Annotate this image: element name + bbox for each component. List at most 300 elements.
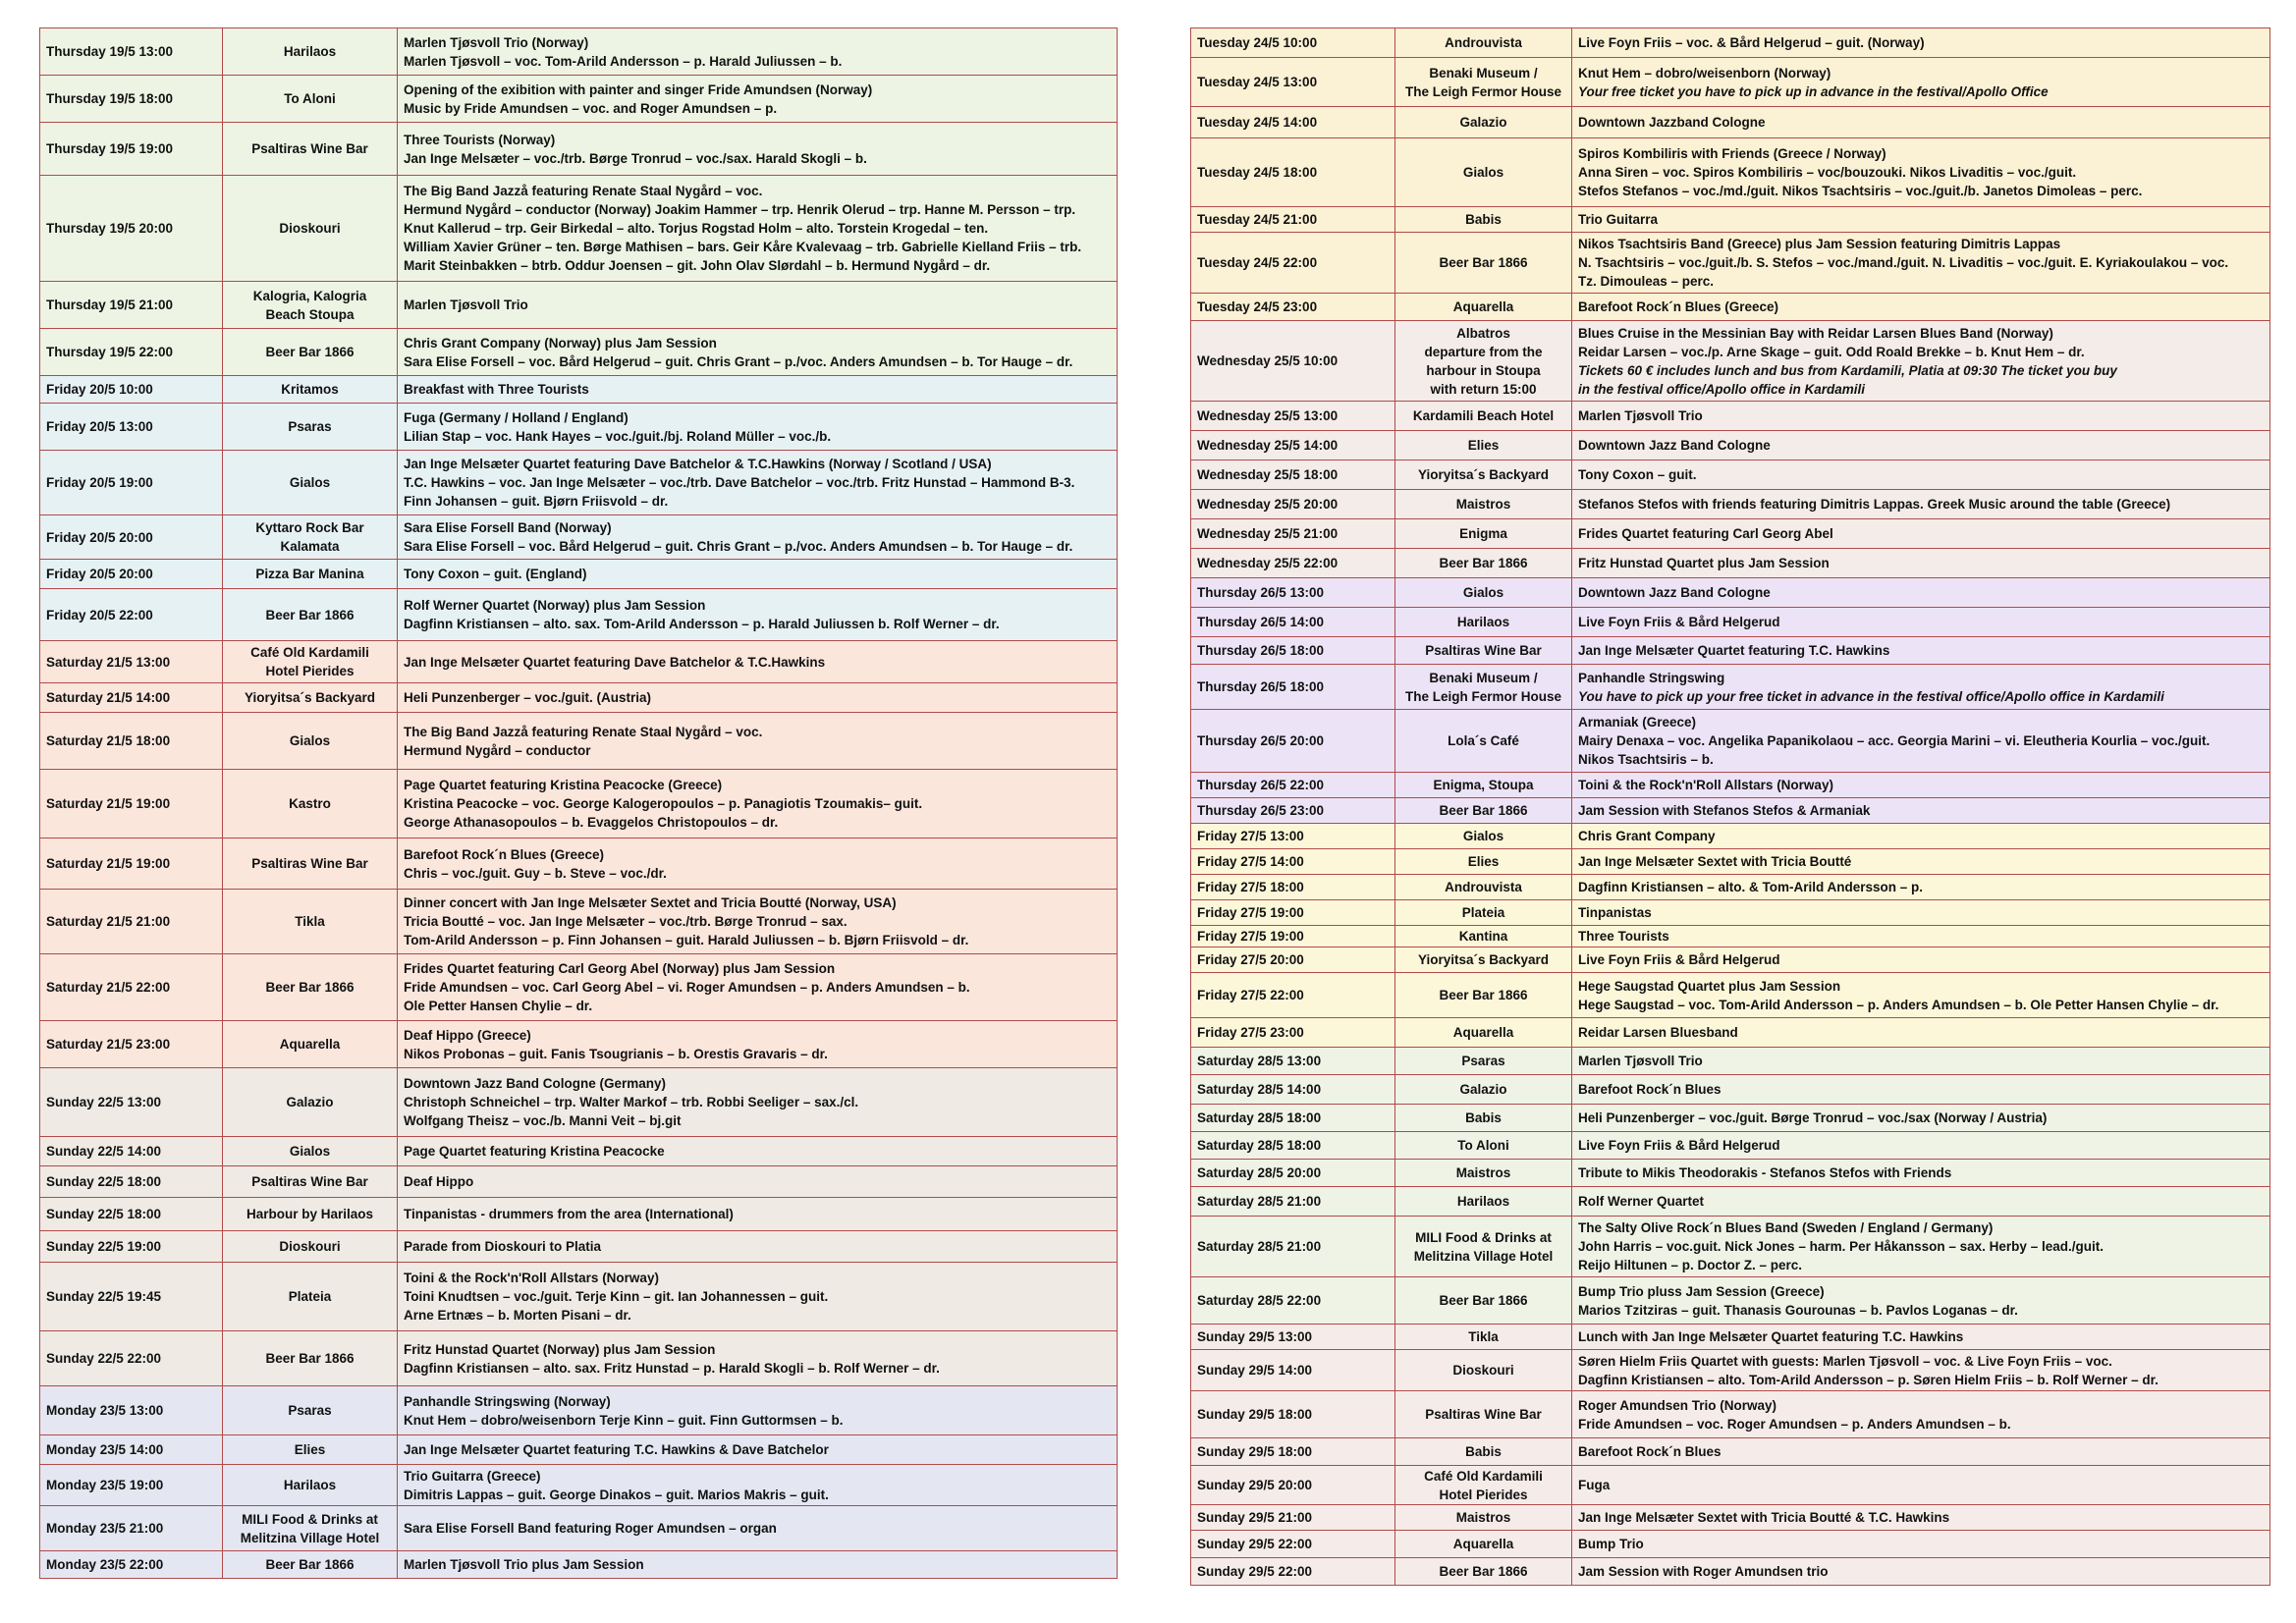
event-venue [223,1231,398,1263]
event-venue [1395,849,1572,875]
event-venue [223,329,398,376]
event-venue [1395,1048,1572,1075]
performer-line: Hege Saugstad Quartet plus Jam Session [1578,978,1841,994]
event-venue [1395,973,1572,1018]
performer-line: Fritz Hunstad Quartet plus Jam Session [1578,556,1830,570]
event-row [1191,490,2270,519]
performer-line: Three Tourists (Norway) [404,132,556,147]
performer-line: Trio Guitarra [1578,212,1659,227]
venue-line: Lola´s Café [1448,733,1519,748]
event-performers [1572,1187,2270,1217]
venue-line: Harilaos [283,1478,337,1492]
event-datetime: Thursday 26/5 22:00 [1191,773,1395,798]
event-row [1191,1018,2270,1048]
performer-line: The Salty Olive Rock´n Blues Band (Sweden / England / Germany) [1578,1220,1994,1235]
event-venue [223,1137,398,1166]
event-performers [398,28,1118,76]
event-row [40,560,1118,589]
event-performers [1572,824,2270,849]
event-venue [223,1506,398,1551]
event-venue [1395,1132,1572,1160]
event-row [1191,973,2270,1018]
performer-line: Tony Coxon – guit. [1578,467,1697,482]
event-performers [1572,107,2270,138]
event-performers [398,770,1118,839]
venue-line: Elies [1467,854,1500,869]
event-venue [1395,665,1572,710]
performer-line: Fritz Hunstad Quartet (Norway) plus Jam Session [404,1341,716,1357]
event-datetime: Friday 27/5 13:00 [1191,824,1395,849]
event-performers [1572,1048,2270,1075]
event-datetime: Tuesday 24/5 13:00 [1191,58,1395,107]
event-row [1191,207,2270,233]
event-row [1191,233,2270,294]
event-datetime: Tuesday 24/5 18:00 [1191,138,1395,207]
venue-line: Elies [1467,438,1500,453]
event-venue [1395,947,1572,973]
venue-line: Maistros [1455,1510,1511,1525]
performer-line: Bump Trio [1578,1537,1644,1551]
performer-line: Barefoot Rock´n Blues [1578,1444,1722,1459]
performer-line: Jan Inge Melsæter Sextet with Tricia Boutté & T.C. Hawkins [1578,1510,1950,1525]
event-row [1191,773,2270,798]
venue-line: Yioryitsa´s Backyard [244,690,376,705]
event-row [1191,1075,2270,1105]
venue-line: Kalamata [280,539,340,554]
venue-line: Dioskouri [279,1239,341,1254]
event-performers [1572,58,2270,107]
performer-line: Hermund Nygård – conductor (Norway) Joakim Hammer – trp. Henrik Olerud – trp. Hanne M. Persson – trp. [404,202,1076,217]
event-datetime: Saturday 21/5 19:00 [40,770,223,839]
event-performers [1572,578,2270,608]
performer-line: Bump Trio pluss Jam Session (Greece) [1578,1283,1825,1299]
event-performers [1572,875,2270,900]
event-datetime: Wednesday 25/5 20:00 [1191,490,1395,519]
event-datetime: Sunday 29/5 14:00 [1191,1350,1395,1391]
venue-line: Babis [1465,1444,1502,1459]
event-performers [398,839,1118,890]
event-row [1191,824,2270,849]
event-datetime: Wednesday 25/5 13:00 [1191,402,1395,431]
event-row [1191,926,2270,947]
event-venue [1395,549,1572,578]
performer-line: Barefoot Rock´n Blues [1578,1082,1722,1097]
event-datetime: Friday 27/5 20:00 [1191,947,1395,973]
venue-line: Psaltiras Wine Bar [251,141,368,156]
event-performers [398,329,1118,376]
event-performers [398,641,1118,683]
event-venue [1395,1350,1572,1391]
event-performers [1572,798,2270,824]
event-performers [1572,1325,2270,1350]
event-row [1191,431,2270,460]
event-venue [1395,824,1572,849]
venue-line: To Aloni [1457,1138,1509,1153]
performer-line: Knut Hem – dobro/weisenborn Terje Kinn – guit. Finn Guttormsen – b. [404,1412,844,1428]
event-performers [1572,900,2270,926]
event-performers [1572,1132,2270,1160]
event-row [1191,875,2270,900]
venue-line: Kalogria, Kalogria [252,288,367,303]
event-row [1191,294,2270,321]
ticket-note: Tickets 60 € includes lunch and bus from Kardamili, Platia at 09:30 The ticket you buy [1578,362,2117,378]
event-datetime: Monday 23/5 19:00 [40,1465,223,1506]
event-datetime: Friday 20/5 20:00 [40,560,223,589]
event-datetime: Saturday 21/5 19:00 [40,839,223,890]
event-datetime: Saturday 28/5 18:00 [1191,1105,1395,1132]
event-row [40,954,1118,1021]
event-venue [1395,1277,1572,1325]
event-venue [223,282,398,329]
venue-line: Hotel Pierides [1439,1487,1528,1502]
event-venue [223,1198,398,1231]
venue-line: Maistros [1455,1165,1511,1180]
venue-line: The Leigh Fermor House [1404,688,1562,704]
event-performers [398,683,1118,713]
venue-line: Tikla [295,914,325,929]
venue-line: Plateia [1461,905,1505,920]
event-row [1191,710,2270,773]
event-row [40,1386,1118,1435]
event-datetime: Saturday 28/5 21:00 [1191,1217,1395,1277]
event-datetime: Friday 27/5 19:00 [1191,926,1395,947]
event-performers [1572,431,2270,460]
performer-line: Music by Fride Amundsen – voc. and Roger Amundsen – p. [404,100,778,116]
event-row [1191,1531,2270,1558]
event-performers [398,1068,1118,1137]
venue-line: Androuvista [1445,880,1522,894]
venue-line: To Aloni [284,91,336,106]
event-performers [398,1231,1118,1263]
event-datetime: Tuesday 24/5 10:00 [1191,28,1395,58]
event-venue [1395,207,1572,233]
event-row [1191,107,2270,138]
venue-line: Harilaos [283,44,337,59]
venue-line: Kritamos [281,382,339,397]
ticket-note: You have to pick up your free ticket in advance in the festival office/Apollo office in Kardamili [1578,688,2164,704]
event-performers [1572,1466,2270,1505]
event-venue [1395,138,1572,207]
performer-line: Roger Amundsen Trio (Norway) [1578,1397,1777,1413]
event-row [1191,1350,2270,1391]
performer-line: Heli Punzenberger – voc./guit. Børge Tronrud – voc./sax (Norway / Austria) [1578,1110,2048,1125]
event-venue [223,451,398,515]
event-venue [223,1465,398,1506]
event-venue [1395,926,1572,947]
event-row [1191,1438,2270,1466]
performer-line: Nikos Tsachtsiris – b. [1578,752,1714,767]
event-datetime: Sunday 29/5 22:00 [1191,1558,1395,1586]
event-datetime: Sunday 22/5 22:00 [40,1331,223,1386]
performer-line: Tinpanistas [1578,905,1652,920]
performer-line: Blues Cruise in the Messinian Bay with Reidar Larsen Blues Band (Norway) [1578,325,2053,341]
event-venue [1395,321,1572,402]
event-performers [398,376,1118,404]
performer-line: Tinpanistas - drummers from the area (International) [404,1207,734,1221]
event-datetime: Sunday 29/5 22:00 [1191,1531,1395,1558]
event-datetime: Sunday 22/5 18:00 [40,1198,223,1231]
venue-line: Aquarella [1452,1537,1514,1551]
event-venue [223,28,398,76]
event-datetime: Wednesday 25/5 22:00 [1191,549,1395,578]
performer-line: Reijo Hiltunen – p. Doctor Z. – perc. [1578,1258,1803,1272]
event-venue [223,404,398,451]
event-datetime: Saturday 21/5 21:00 [40,890,223,954]
performer-line: Downtown Jazz Band Cologne (Germany) [404,1076,667,1091]
venue-line: Melitzina Village Hotel [240,1530,380,1545]
performer-line: Sara Elise Forsell Band (Norway) [404,520,612,535]
performer-line: Chris – voc./guit. Guy – b. Steve – voc./dr. [404,865,667,881]
venue-line: departure from the [1424,344,1543,359]
event-row [40,1331,1118,1386]
performer-line: Dagfinn Kristiansen – alto. sax. Tom-Arild Andersson – p. Harald Juliussen b. Rolf Werner – dr. [404,617,1000,631]
event-venue [1395,773,1572,798]
performer-line: Toini & the Rock'n'Roll Allstars (Norway) [404,1271,659,1285]
performer-line: Stefos Stefanos – voc./md./guit. Nikos Tsachtsiris – voc./guit./b. Janetos Dimoleas – perc. [1578,184,2143,198]
venue-line: Maistros [1455,497,1511,512]
event-datetime: Wednesday 25/5 21:00 [1191,519,1395,549]
event-datetime: Tuesday 24/5 22:00 [1191,233,1395,294]
venue-line: Elies [294,1442,326,1457]
venue-line: MILI Food & Drinks at [1415,1229,1552,1245]
event-row [40,890,1118,954]
event-venue [223,589,398,641]
schedule-table-left [39,27,1118,1579]
event-row [1191,900,2270,926]
venue-line: Dioskouri [1452,1363,1514,1378]
performer-line: Sara Elise Forsell Band featuring Roger Amundsen – organ [404,1521,777,1536]
venue-line: Kantina [1458,929,1508,944]
event-venue [223,713,398,770]
ticket-note: Your free ticket you have to pick up in advance in the festival/Apollo Office [1578,83,2049,99]
performer-line: Frides Quartet featuring Carl Georg Abel (Norway) plus Jam Session [404,961,836,976]
performer-line: Fride Amundsen – voc. Roger Amundsen – p. Anders Amundsen – b. [1578,1416,2011,1432]
performer-line: Anna Siren – voc. Spiros Kombiliris – voc/bouzouki. Nikos Livaditis – voc./guit. [1578,165,2077,180]
performer-line: Christoph Schneichel – trp. Walter Markof – trb. Robbi Seeliger – sax./cl. [404,1095,859,1109]
performer-line: Downtown Jazz Band Cologne [1578,438,1771,453]
performer-line: Finn Johansen – guit. Bjørn Friisvold – dr. [404,494,669,509]
event-venue [1395,1438,1572,1466]
event-performers [1572,1505,2270,1531]
event-performers [398,515,1118,560]
event-datetime: Saturday 21/5 13:00 [40,641,223,683]
event-performers [1572,608,2270,637]
event-performers [1572,294,2270,321]
event-venue [223,954,398,1021]
performer-line: Three Tourists [1578,929,1669,944]
event-venue [223,1386,398,1435]
event-datetime: Friday 20/5 19:00 [40,451,223,515]
event-row [1191,1187,2270,1217]
performer-line: Jan Inge Melsæter Quartet featuring Dave Batchelor & T.C.Hawkins [404,654,826,670]
event-row [40,1198,1118,1231]
event-datetime: Thursday 19/5 19:00 [40,123,223,176]
event-row [1191,665,2270,710]
venue-line: Beer Bar 1866 [265,607,355,622]
event-venue [1395,490,1572,519]
event-venue [223,839,398,890]
performer-line: The Big Band Jazzå featuring Renate Staal Nygård – voc. [404,184,763,198]
event-datetime: Saturday 21/5 22:00 [40,954,223,1021]
venue-line: Beer Bar 1866 [1439,988,1528,1002]
event-row [1191,402,2270,431]
venue-line: Hotel Pierides [265,664,355,678]
event-venue [1395,233,1572,294]
event-venue [1395,1217,1572,1277]
event-row [1191,578,2270,608]
event-row [40,1166,1118,1198]
event-performers [398,451,1118,515]
event-row [40,589,1118,641]
event-performers [1572,773,2270,798]
event-venue [223,683,398,713]
performer-line: T.C. Hawkins – voc. Jan Inge Melsæter – voc./trb. Dave Batchelor – voc./trb. Fritz Hunstad – Hammond B-3. [404,475,1075,490]
event-performers [398,1386,1118,1435]
venue-line: Beer Bar 1866 [265,980,355,995]
venue-line: Gialos [1462,829,1504,843]
event-venue [223,176,398,282]
event-datetime: Friday 20/5 22:00 [40,589,223,641]
event-row [1191,1505,2270,1531]
event-venue [1395,875,1572,900]
performer-line: Dinner concert with Jan Inge Melsæter Sextet and Tricia Boutté (Norway, USA) [404,895,897,910]
performer-line: Tricia Boutté – voc. Jan Inge Melsæter – voc./trb. Børge Tronrud – sax. [404,914,847,929]
event-performers [1572,1075,2270,1105]
event-performers [1572,1531,2270,1558]
performer-line: Page Quartet featuring Kristina Peacocke (Greece) [404,778,723,792]
performer-line: Dagfinn Kristiansen – alto. Tom-Arild Andersson – p. Søren Hielm Friis – b. Rolf Werner – dr. [1578,1372,2159,1387]
venue-line: Aquarella [279,1037,341,1052]
event-datetime: Wednesday 25/5 18:00 [1191,460,1395,490]
event-performers [398,282,1118,329]
event-datetime: Monday 23/5 13:00 [40,1386,223,1435]
performer-line: Marlen Tjøsvoll Trio [1578,408,1703,423]
event-row [40,1465,1118,1506]
event-datetime: Thursday 26/5 23:00 [1191,798,1395,824]
event-performers [1572,233,2270,294]
ticket-note: in the festival office/Apollo office in Kardamili [1578,381,1866,397]
event-row [40,123,1118,176]
event-venue [1395,710,1572,773]
performer-line: Marlen Tjøsvoll Trio (Norway) [404,34,589,50]
performer-line: Reidar Larsen – voc./p. Arne Skage – guit. Odd Roald Brekke – b. Knut Hem – dr. [1578,344,2085,359]
venue-line: Aquarella [1452,299,1514,314]
event-venue [1395,1187,1572,1217]
venue-line: Beer Bar 1866 [1439,1293,1528,1308]
performer-line: Knut Kallerud – trp. Geir Birkedal – alto. Torjus Rogstad Holm – alto. Torstein Krogedal – ten. [404,221,989,236]
performer-line: Fride Amundsen – voc. Carl Georg Abel – vi. Roger Amundsen – p. Anders Amundsen – b. [404,980,970,995]
event-row [1191,460,2270,490]
performer-line: Mairy Denaxa – voc. Angelika Papanikolaou – acc. Georgia Marini – vi. Eleutheria Kourlia – voc./guit. [1578,733,2211,748]
performer-line: Fuga [1578,1478,1611,1492]
event-datetime: Sunday 29/5 21:00 [1191,1505,1395,1531]
event-venue [223,890,398,954]
event-performers [1572,138,2270,207]
event-datetime: Thursday 26/5 13:00 [1191,578,1395,608]
venue-line: Beer Bar 1866 [265,345,355,359]
event-performers [1572,1277,2270,1325]
event-datetime: Sunday 29/5 13:00 [1191,1325,1395,1350]
performer-line: Marlen Tjøsvoll Trio [404,298,528,312]
event-venue [1395,107,1572,138]
event-row [1191,637,2270,665]
event-datetime: Saturday 21/5 23:00 [40,1021,223,1068]
performer-line: Downtown Jazzband Cologne [1578,115,1766,130]
venue-line: Psaltiras Wine Bar [251,856,368,871]
venue-line: Psaltiras Wine Bar [1425,643,1542,658]
event-row [1191,1217,2270,1277]
event-row [1191,1391,2270,1438]
performer-line: Sara Elise Forsell – voc. Bård Helgerud – guit. Chris Grant – p./voc. Anders Amundsen – b. Tor Hauge – dr. [404,353,1073,369]
event-performers [1572,1438,2270,1466]
event-venue [1395,798,1572,824]
performer-line: Jan Inge Melsæter Quartet featuring Dave Batchelor & T.C.Hawkins (Norway / Scotland / USA) [404,457,992,471]
event-row [40,515,1118,560]
event-row [1191,849,2270,875]
event-performers [398,560,1118,589]
performer-line: Deaf Hippo (Greece) [404,1027,531,1043]
event-datetime: Friday 27/5 18:00 [1191,875,1395,900]
event-performers [1572,926,2270,947]
venue-line: The Leigh Fermor House [1404,83,1562,99]
event-row [1191,138,2270,207]
performer-line: The Big Band Jazzå featuring Renate Staal Nygård – voc. [404,724,763,739]
event-performers [1572,402,2270,431]
performer-line: Ole Petter Hansen Chylie – dr. [404,999,593,1013]
event-datetime: Sunday 22/5 13:00 [40,1068,223,1137]
event-venue [223,770,398,839]
venue-line: Babis [1465,212,1502,227]
performer-line: Live Foyn Friis & Bård Helgerud [1578,615,1780,629]
event-venue [223,1166,398,1198]
venue-line: Gialos [1462,165,1504,180]
event-row [40,451,1118,515]
event-performers [1572,321,2270,402]
event-performers [1572,710,2270,773]
event-performers [398,1506,1118,1551]
event-row [1191,1132,2270,1160]
event-performers [398,713,1118,770]
venue-line: Psaras [1461,1054,1505,1068]
performer-line: Lunch with Jan Inge Melsæter Quartet featuring T.C. Hawkins [1578,1329,1964,1344]
performer-line: Breakfast with Three Tourists [404,382,589,397]
event-datetime: Friday 27/5 22:00 [1191,973,1395,1018]
performer-line: Nikos Probonas – guit. Fanis Tsougrianis – b. Orestis Gravaris – dr. [404,1046,828,1061]
event-venue [1395,294,1572,321]
performer-line: Reidar Larsen Bluesband [1578,1025,1738,1040]
event-row [40,404,1118,451]
performer-line: Toini Knudtsen – voc./guit. Terje Kinn – git. Ian Johannessen – guit. [404,1289,829,1304]
event-row [1191,1160,2270,1187]
event-performers [398,1021,1118,1068]
performer-line: Dagfinn Kristiansen – alto. & Tom-Arild Andersson – p. [1578,880,1924,894]
event-performers [1572,665,2270,710]
event-row [1191,549,2270,578]
performer-line: Tribute to Mikis Theodorakis - Stefanos Stefos with Friends [1578,1165,1952,1180]
performer-line: Trio Guitarra (Greece) [404,1468,541,1484]
event-datetime: Saturday 28/5 13:00 [1191,1048,1395,1075]
event-performers [1572,490,2270,519]
event-datetime: Tuesday 24/5 21:00 [1191,207,1395,233]
event-row [40,770,1118,839]
venue-line: Dioskouri [279,221,341,236]
performer-line: Marlen Tjøsvoll – voc. Tom-Arild Andersson – p. Harald Juliussen – b. [404,53,843,69]
venue-line: Gialos [289,1144,331,1159]
event-row [40,329,1118,376]
venue-line: Beach Stoupa [265,306,355,322]
venue-line: Café Old Kardamili [250,645,369,660]
event-venue [1395,1391,1572,1438]
